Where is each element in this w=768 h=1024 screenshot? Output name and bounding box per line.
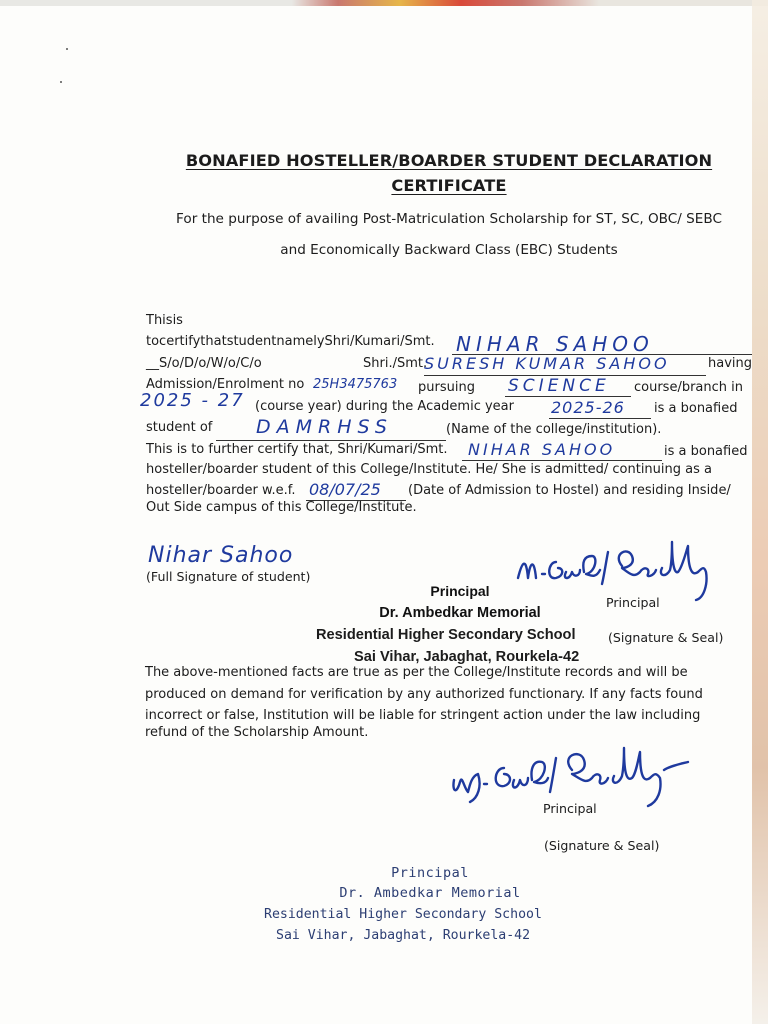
form-line-7b: is a bonafied bbox=[664, 444, 748, 459]
student-name-field: NIHAR SAHOO bbox=[456, 332, 654, 356]
form-line-1: Thisis bbox=[146, 313, 183, 328]
paper-speck bbox=[66, 48, 68, 50]
form-line-10: Out Side campus of this College/Institute. bbox=[146, 500, 417, 515]
form-line-5b: is a bonafied bbox=[654, 401, 738, 416]
declaration-line-3: incorrect or false, Institution will be liable for stringent action under the law including bbox=[145, 708, 701, 723]
form-line-3b: Shri./Smt. bbox=[363, 356, 428, 371]
academic-year-field: 2025-26 bbox=[551, 398, 625, 417]
form-line-2: tocertifythatstudentnamelyShri/Kumari/Smt. bbox=[146, 334, 435, 349]
stamp-1-line-3: Residential Higher Secondary School bbox=[316, 627, 576, 643]
stamp-1-line-2: Dr. Ambedkar Memorial bbox=[379, 605, 541, 621]
principal-signature-2 bbox=[448, 740, 748, 810]
purpose-line-2: and Economically Backward Class (EBC) Students bbox=[280, 242, 618, 258]
paper-top-edge bbox=[0, 0, 768, 6]
form-line-3a: __S/o/D/o/W/o/C/o bbox=[146, 356, 262, 371]
certificate-title: BONAFIED HOSTELLER/BOARDER STUDENT DECLARATION bbox=[185, 151, 713, 170]
paper-speck bbox=[60, 81, 62, 83]
form-line-3c: having bbox=[708, 356, 753, 371]
course-field: SCIENCE bbox=[508, 376, 610, 396]
stamp-1-line-4: Sai Vihar, Jabaghat, Rourkela-42 bbox=[354, 649, 580, 665]
student-name-2-field: NIHAR SAHOO bbox=[468, 440, 616, 459]
form-line-9a: hosteller/boarder w.e.f. bbox=[146, 483, 296, 498]
academic-year-underline bbox=[549, 418, 651, 419]
course-underline bbox=[505, 396, 631, 397]
student-signature-caption: (Full Signature of student) bbox=[146, 569, 311, 584]
form-line-8: hosteller/boarder student of this College/Institute. He/ She is admitted/ continuing as a bbox=[146, 462, 712, 477]
form-line-4a: Admission/Enrolment no bbox=[146, 377, 305, 392]
declaration-line-4: refund of the Scholarship Amount. bbox=[145, 725, 369, 740]
principal-label-1: Principal bbox=[606, 595, 660, 610]
stamp-2-line-1: Principal bbox=[391, 865, 469, 881]
form-line-5a: (course year) during the Academic year bbox=[255, 399, 514, 414]
student-name-2-underline bbox=[462, 460, 662, 461]
declaration-line-2: produced on demand for verification by any authorized functionary. If any facts found bbox=[145, 687, 703, 702]
form-line-4c: course/branch in bbox=[634, 380, 744, 395]
parent-name-field: SURESH KUMAR SAHOO bbox=[424, 354, 670, 373]
college-underline bbox=[216, 440, 446, 441]
form-line-9b: (Date of Admission to Hostel) and residing Inside/ bbox=[408, 483, 731, 498]
purpose-line-1: For the purpose of availing Post-Matriculation Scholarship for ST, SC, OBC/ SEBC bbox=[176, 211, 722, 227]
form-line-6b: (Name of the college/institution). bbox=[446, 422, 662, 437]
hostel-date-field: 08/07/25 bbox=[309, 480, 381, 499]
stamp-1-line-1: Principal bbox=[430, 583, 490, 599]
principal-label-2: Principal bbox=[543, 801, 597, 816]
course-year-field: 2025 - 27 bbox=[140, 390, 245, 411]
stamp-2-line-2: Dr. Ambedkar Memorial bbox=[339, 885, 521, 901]
student-signature: Nihar Sahoo bbox=[148, 543, 294, 568]
sig-seal-2: (Signature & Seal) bbox=[544, 838, 660, 853]
college-field: DAMRHSS bbox=[256, 416, 393, 438]
enrolment-no-field: 25H3475763 bbox=[313, 377, 398, 392]
stamp-2-line-4: Sai Vihar, Jabaghat, Rourkela-42 bbox=[276, 928, 531, 943]
form-line-4b: pursuing bbox=[418, 380, 475, 395]
certificate-title-2: CERTIFICATE bbox=[391, 176, 507, 195]
declaration-line-1: The above-mentioned facts are true as per the College/Institute records and will be bbox=[145, 665, 688, 680]
form-line-7a: This is to further certify that, Shri/Kumari/Smt. bbox=[146, 442, 448, 457]
sig-seal-1: (Signature & Seal) bbox=[608, 630, 724, 645]
form-line-6a: student of bbox=[146, 420, 213, 435]
stamp-2-line-3: Residential Higher Secondary School bbox=[264, 907, 542, 922]
